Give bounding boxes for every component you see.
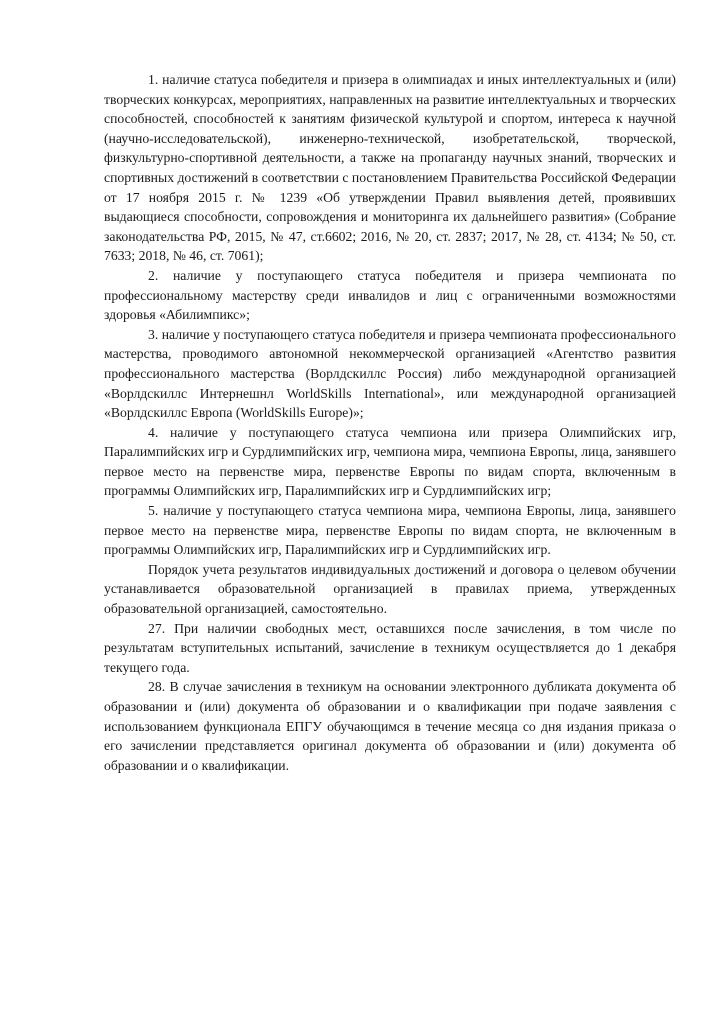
paragraph-item-2: 2. наличие у поступающего статуса победителя и призера чемпионата по профессиональному мастерству среди инвалидов и лиц с ограниченными возможностями здоровья «Абилимпикс»; (104, 267, 676, 323)
paragraph-procedure: Порядок учета результатов индивидуальных достижений и договора о целевом обучении устанавливается образовательной организацией в правилах приема, утвержденных образовательной организацией, самостоятельно. (104, 561, 676, 617)
paragraph-28: 28. В случае зачисления в техникум на основании электронного дубликата документа об образовании и (или) документа об образовании и о квалификации при подаче заявления с использованием функционала ЕПГУ обучающимся в течение месяца со дня издания приказа о его зачислении представляется оригинал документа об образовании и (или) документа об образовании и о квалификации. (104, 679, 676, 773)
paragraph-item-1: 1. наличие статуса победителя и призера в олимпиадах и иных интеллектуальных и (или) творческих конкурсах, мероприятиях, направленных на развитие интеллектуальных и творческих способностей, способностей к занятиям физической культурой и спортом, интереса к научной (научно-исследовательской), инженерно-технической, изобретательской, творческой, физкультурно-спортивной деятельности, а также на пропаганду научных знаний, творческих и спортивных достижений в соответствии с постановлением Правительства Российской Федерации от 17 ноября 2015 г. № 1239 «Об утверждении Правил выявления детей, проявивших выдающиеся способности, сопровождения и мониторинга их дальнейшего развития» (Собрание законодательства РФ, 2015, № 47, ст.6602; 2016, № 20, ст. 2837; 2017, № 28, ст. 4134; № 50, ст. 7633; 2018, № 46, ст. 7061); (104, 72, 676, 264)
paragraph-item-4: 4. наличие у поступающего статуса чемпиона или призера Олимпийских игр, Паралимпийских игр и Сурдлимпийских игр, чемпиона мира, чемпиона Европы, лица, занявшего первое место на первенстве мира, первенстве Европы по видам спорта, включенным в программы Олимпийских игр, Паралимпийских игр и Сурдлимпийских игр; (104, 424, 676, 499)
paragraph-item-5: 5. наличие у поступающего статуса чемпиона мира, чемпиона Европы, лица, занявшего первое место на первенстве мира, первенстве Европы по видам спорта, не включенным в программы Олимпийских игр, Паралимпийских игр и Сурдлимпийских игр. (104, 503, 676, 558)
paragraph-27: 27. При наличии свободных мест, оставшихся после зачисления, в том числе по результатам вступительных испытаний, зачисление в техникум осуществляется до 1 декабря текущего года. (104, 620, 676, 675)
paragraph-item-3: 3. наличие у поступающего статуса победителя и призера чемпионата профессионального мастерства, проводимого автономной некоммерческой организацией «Агентство развития профессионального мастерства (Ворлдскиллс Россия) либо международной организацией «Ворлдскиллс Интернешнл WorldSkills International», или международной организацией «Ворлдскиллс Европа (WorldSkills Europe)»; (104, 326, 676, 421)
document-body (104, 70, 676, 775)
